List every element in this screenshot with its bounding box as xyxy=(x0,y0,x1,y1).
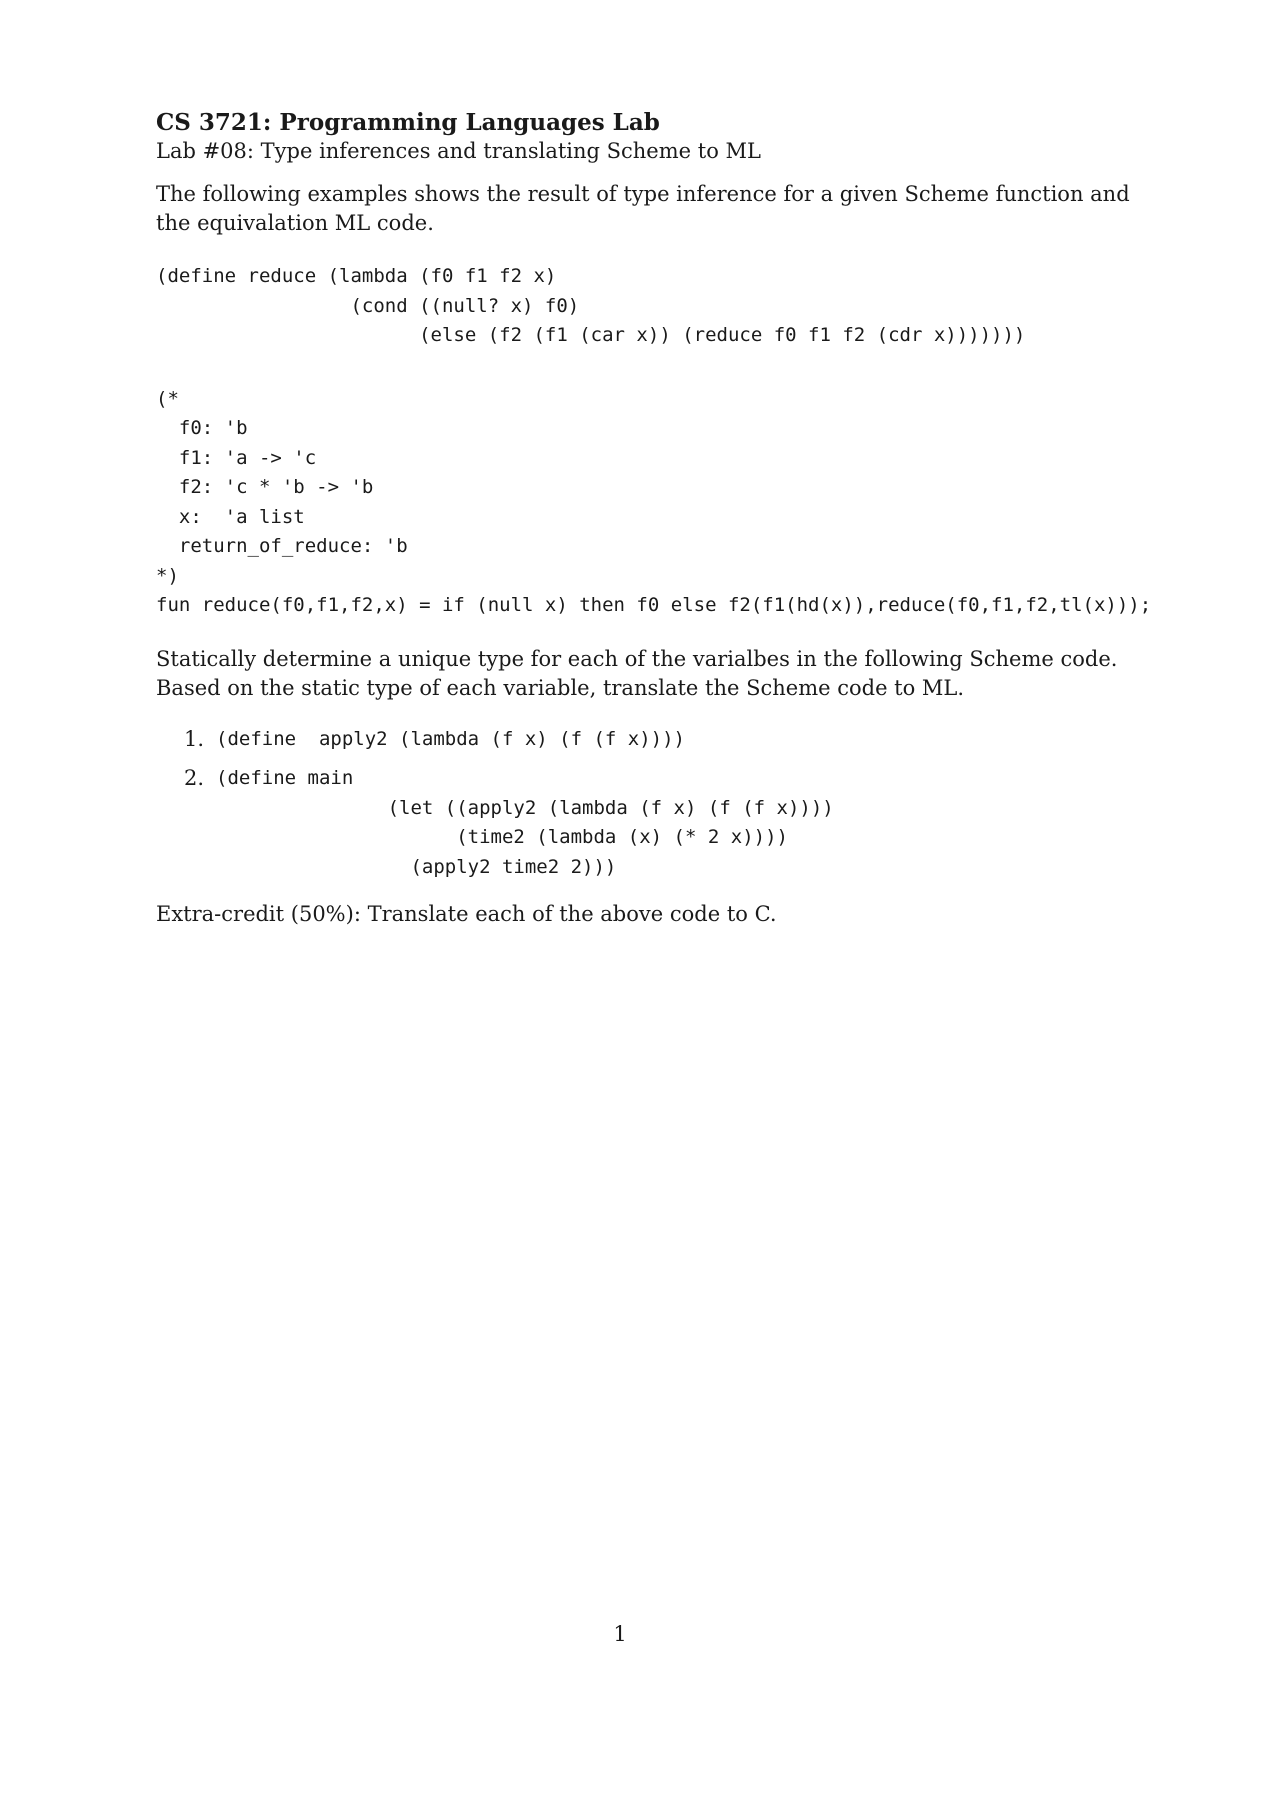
item-number: 1. xyxy=(184,726,205,751)
exercise-list xyxy=(156,725,1156,883)
code-line: (cond ((null? x) f0) xyxy=(156,294,580,317)
code-line: f0: 'b xyxy=(156,417,248,439)
code-line: (apply2 time2 2))) xyxy=(216,855,617,878)
code-line: (* xyxy=(156,387,179,410)
code-line: (let ((apply2 (lambda (f x) (f (f x)))) xyxy=(216,796,834,819)
list-item xyxy=(184,764,1156,882)
intro-line: the equivalation ML code. xyxy=(156,211,434,235)
intro-line: The following examples shows the result of type inference for a given Scheme function and xyxy=(156,182,1130,206)
code-line: (else (f2 (f1 (car x)) (reduce f0 f1 f2 (cdr x))))))) xyxy=(156,324,1026,346)
type-inference-and-ml-code xyxy=(156,385,1156,621)
document-page xyxy=(156,108,1156,929)
code-line: (define apply2 (lambda (f x) (f (f x)))) xyxy=(216,727,685,750)
extra-credit-paragraph: Extra-credit (50%): Translate each of the above code to C. xyxy=(156,902,777,926)
code-line: *) xyxy=(156,564,179,587)
course-title: CS 3721: Programming Languages Lab xyxy=(156,109,660,136)
page-number: 1 xyxy=(613,1622,627,1646)
code-line: (define main xyxy=(216,767,354,789)
task-line: Statically determine a unique type for each of the varialbes in the following Scheme code. xyxy=(156,646,1118,671)
exercise-code xyxy=(216,764,834,882)
reduce-scheme-code xyxy=(156,262,1156,351)
code-line: (time2 (lambda (x) (* 2 x)))) xyxy=(216,826,788,848)
code-line: x: 'a list xyxy=(156,505,305,528)
exercise-code xyxy=(216,725,685,755)
code-line: f1: 'a -> 'c xyxy=(156,446,317,469)
intro-paragraph xyxy=(156,180,1156,238)
task-line: Based on the static type of each variable, translate the Scheme code to ML. xyxy=(156,675,965,700)
item-number: 2. xyxy=(184,766,205,790)
code-line: return_of_reduce: 'b xyxy=(156,535,408,557)
list-item xyxy=(184,725,1156,755)
task-paragraph xyxy=(156,645,1156,703)
lab-title: Lab #08: Type inferences and translating Scheme to ML xyxy=(156,139,761,163)
ml-code-line: fun reduce(f0,f1,f2,x) = if (null x) then f0 else f2(f1(hd(x)),reduce(f0,f1,f2,tl(x))); xyxy=(156,594,1152,616)
code-line: f2: 'c * 'b -> 'b xyxy=(156,476,374,498)
code-line: (define reduce (lambda (f0 f1 f2 x) xyxy=(156,265,557,287)
